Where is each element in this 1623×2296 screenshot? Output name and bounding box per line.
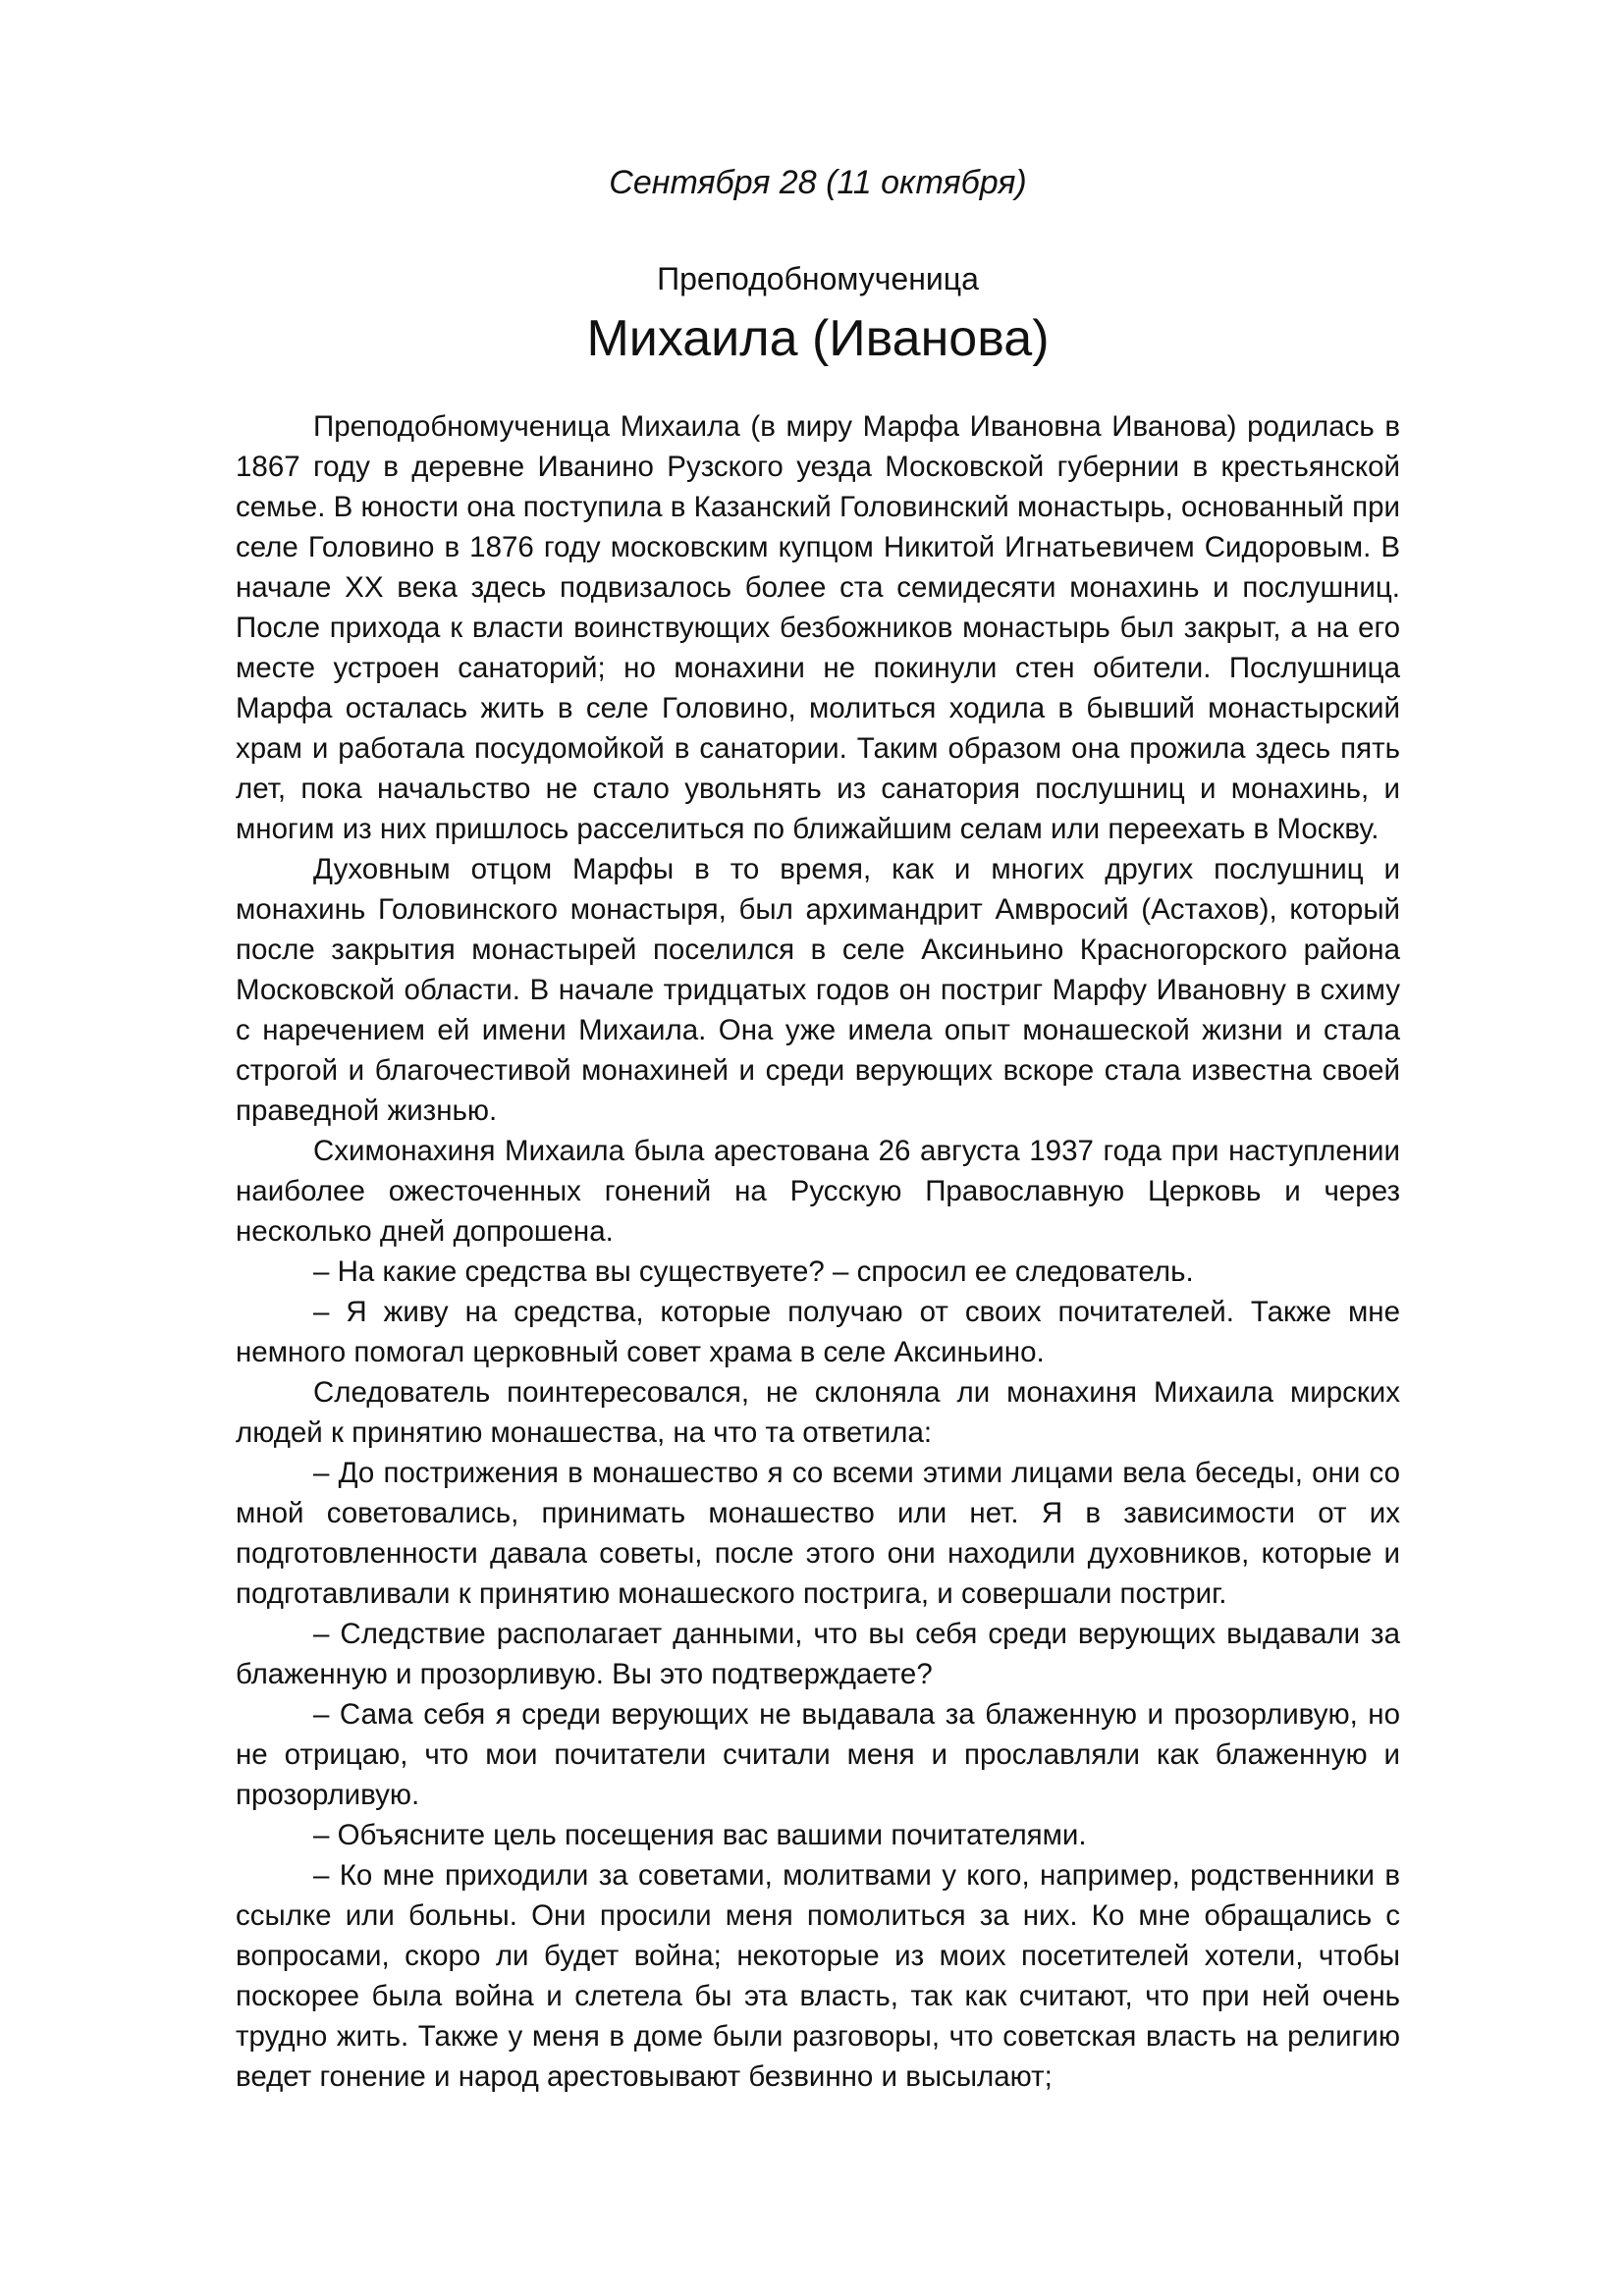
paragraph: Преподобномученица Михаила (в миру Марфа Ивановна Иванова) родилась в 1867 году в деревне Иванино Рузского уезда Московской губернии в крестьянской семье. В юности она поступила в Казанский Головинский монастырь, основанный при селе Головино в 1876 году московским купцом Никитой Игнатьевичем Сидоровым. В начале XX века здесь подвизалось более ста семидесяти монахинь и послушниц. После прихода к власти воинствующих безбожников монастырь был закрыт, а на его месте устроен санаторий; но монахини не покинули стен обители. Послушница Марфа осталась жить в селе Головино, молиться ходила в бывший монастырский храм и работала посудомойкой в санатории. Таким образом она прожила здесь пять лет, пока начальство не стало увольнять из санатория послушниц и монахинь, и многим из них пришлось расселиться по ближайшим селам или переехать в Москву.: [236, 410, 1400, 845]
dialogue-line: – Ко мне приходили за советами, молитвами у кого, например, родственники в ссылке или больны. Они просили меня помолиться за них. Ко мне обращались с вопросами, скоро ли будет война; некоторые из моих посетителей хотели, чтобы поскорее была война и слетела бы эта власть, так как считают, что при ней очень трудно жить. Также у меня в доме были разговоры, что советская власть на религию ведет гонение и народ арестовывают безвинно и высылают;: [236, 1859, 1400, 2093]
dialogue-line: – Следствие располагает данными, что вы себя среди верующих выдавали за блаженную и прозорливую. Вы это подтверждаете?: [236, 1618, 1400, 1690]
dialogue-line: – До пострижения в монашество я со всеми этими лицами вела беседы, они со мной советовались, принимать монашество или нет. Я в зависимости от их подготовленности давала советы, после этого они находили духовников, которые и подготавливали к принятию монашеского пострига, и совершали постриг.: [236, 1457, 1400, 1610]
paragraph: Схимонахиня Михаила была арестована 26 августа 1937 года при наступлении наиболее ожесточенных гонений на Русскую Православную Церковь и через несколько дней допрошена.: [236, 1135, 1400, 1248]
dialogue-line: – Я живу на средства, которые получаю от своих почитателей. Также мне немного помогал церковный совет храма в селе Аксиньино.: [236, 1296, 1400, 1368]
paragraph: Духовным отцом Марфы в то время, как и многих других послушниц и монахинь Головинского монастыря, был архимандрит Амвросий (Астахов), который после закрытия монастырей поселился в селе Аксиньино Красногорского района Московской области. В начале тридцатых годов он постриг Марфу Ивановну в схиму с наречением ей имени Михаила. Она уже имела опыт монашеской жизни и стала строгой и благочестивой монахиней и среди верующих вскоре стала известна своей праведной жизнью.: [236, 853, 1400, 1127]
dialogue-line: – На какие средства вы существуете? – спросил ее следователь.: [313, 1255, 1194, 1288]
paragraph: Следователь поинтересовался, не склоняла ли монахиня Михаила мирских людей к принятию монашества, на что та ответила:: [236, 1376, 1400, 1449]
body-text: [236, 406, 1400, 2097]
saint-rank: Преподобномученица: [657, 261, 979, 296]
page-title: Михаила (Иванова): [586, 310, 1050, 367]
dialogue-line: – Сама себя я среди верующих не выдавала за блаженную и прозорливую, но не отрицаю, что мои почитатели считали меня и прославляли как блаженную и прозорливую.: [236, 1698, 1400, 1811]
dialogue-line: – Объясните цель посещения вас вашими почитателями.: [313, 1819, 1087, 1851]
document-page: [236, 137, 1400, 2097]
feast-date: Сентября 28 (11 октября): [609, 164, 1027, 201]
